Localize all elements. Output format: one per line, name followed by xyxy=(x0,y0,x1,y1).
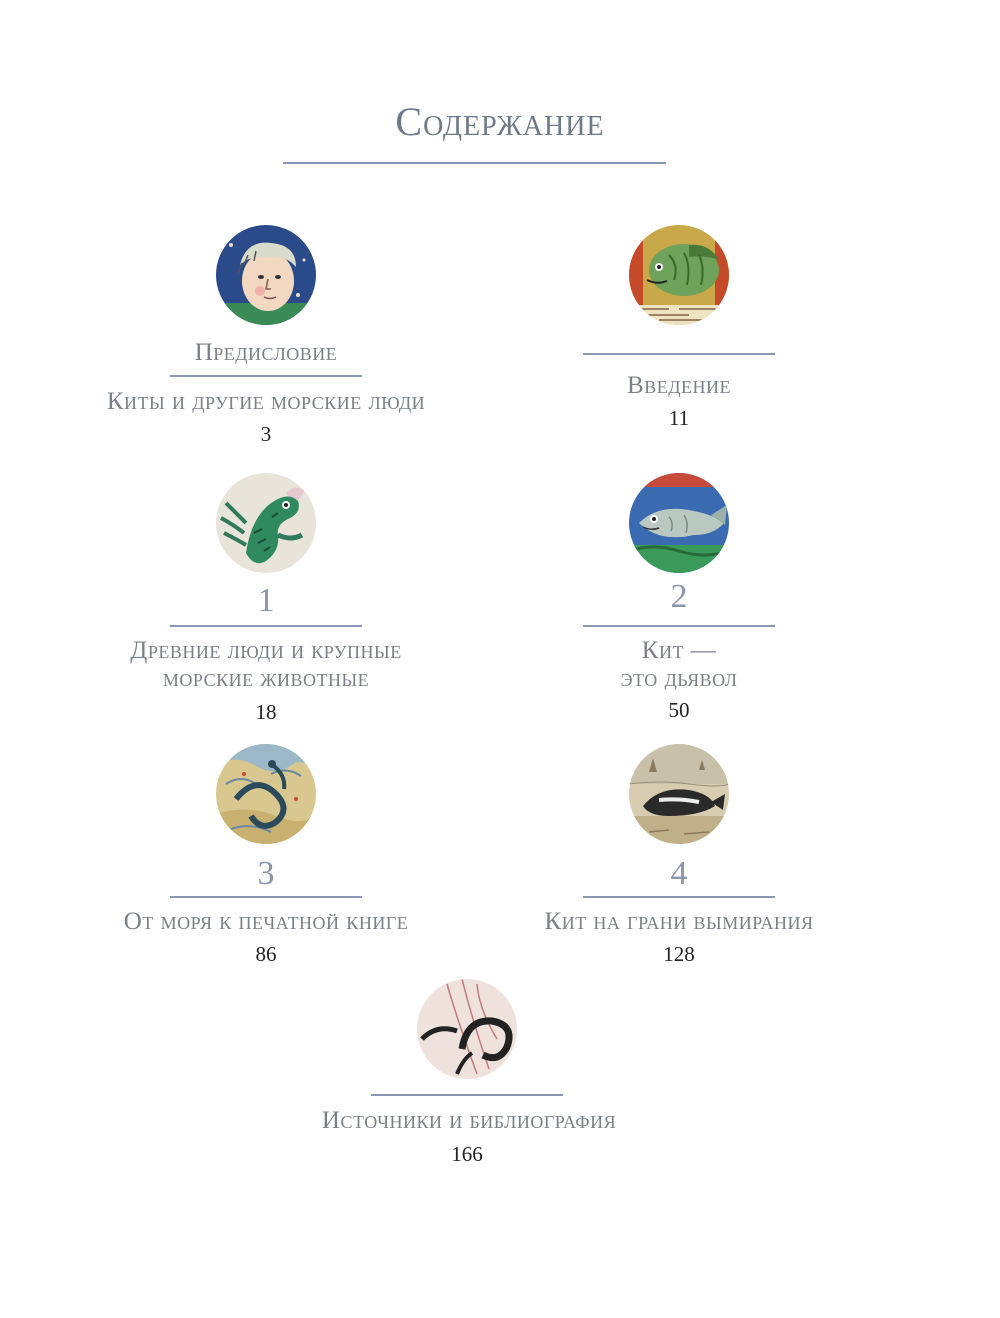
entry-divider xyxy=(583,896,775,898)
ink-sketch-icon xyxy=(417,979,517,1079)
entry-heading: Введение xyxy=(627,372,731,399)
entry-divider xyxy=(170,375,362,377)
entry-heading: От моря к печатной книге xyxy=(123,908,409,935)
page-number: 18 xyxy=(255,700,277,724)
entry-heading: Источники и библиография xyxy=(321,1107,617,1134)
entry-heading: Кит на грани вымирания xyxy=(544,908,814,935)
serpent-icon xyxy=(216,744,316,844)
entry-divider xyxy=(583,353,775,355)
title-divider xyxy=(283,162,666,164)
chapter-number: 2 xyxy=(670,578,688,615)
entry-heading: Предисловие xyxy=(194,339,338,366)
entry-heading-line-1: Древние люди и крупные xyxy=(130,637,402,664)
entry-heading-line-2: морские животные xyxy=(162,665,370,692)
fish-manuscript-icon xyxy=(629,225,729,325)
chapter-number: 3 xyxy=(257,855,275,892)
entry-divider xyxy=(170,625,362,627)
page-number: 3 xyxy=(260,422,272,446)
sea-monster-icon xyxy=(216,473,316,573)
entry-divider xyxy=(371,1094,563,1096)
entry-heading-line-2: это дьявол xyxy=(620,665,738,692)
monk-portrait-icon xyxy=(216,225,316,325)
entry-subheading: Киты и другие морские люди xyxy=(106,388,426,415)
whale-fish-icon xyxy=(629,473,729,573)
page-number: 86 xyxy=(255,942,277,966)
page-number: 128 xyxy=(663,942,695,966)
page-number: 166 xyxy=(451,1142,483,1166)
beached-whale-icon xyxy=(629,744,729,844)
page-number: 50 xyxy=(668,698,690,722)
chapter-number: 1 xyxy=(257,582,275,619)
page-number: 11 xyxy=(668,406,690,430)
page-title: Содержание xyxy=(395,99,605,144)
entry-divider xyxy=(170,896,362,898)
chapter-number: 4 xyxy=(670,855,688,892)
entry-heading-line-1: Кит — xyxy=(641,637,717,664)
entry-divider xyxy=(583,625,775,627)
